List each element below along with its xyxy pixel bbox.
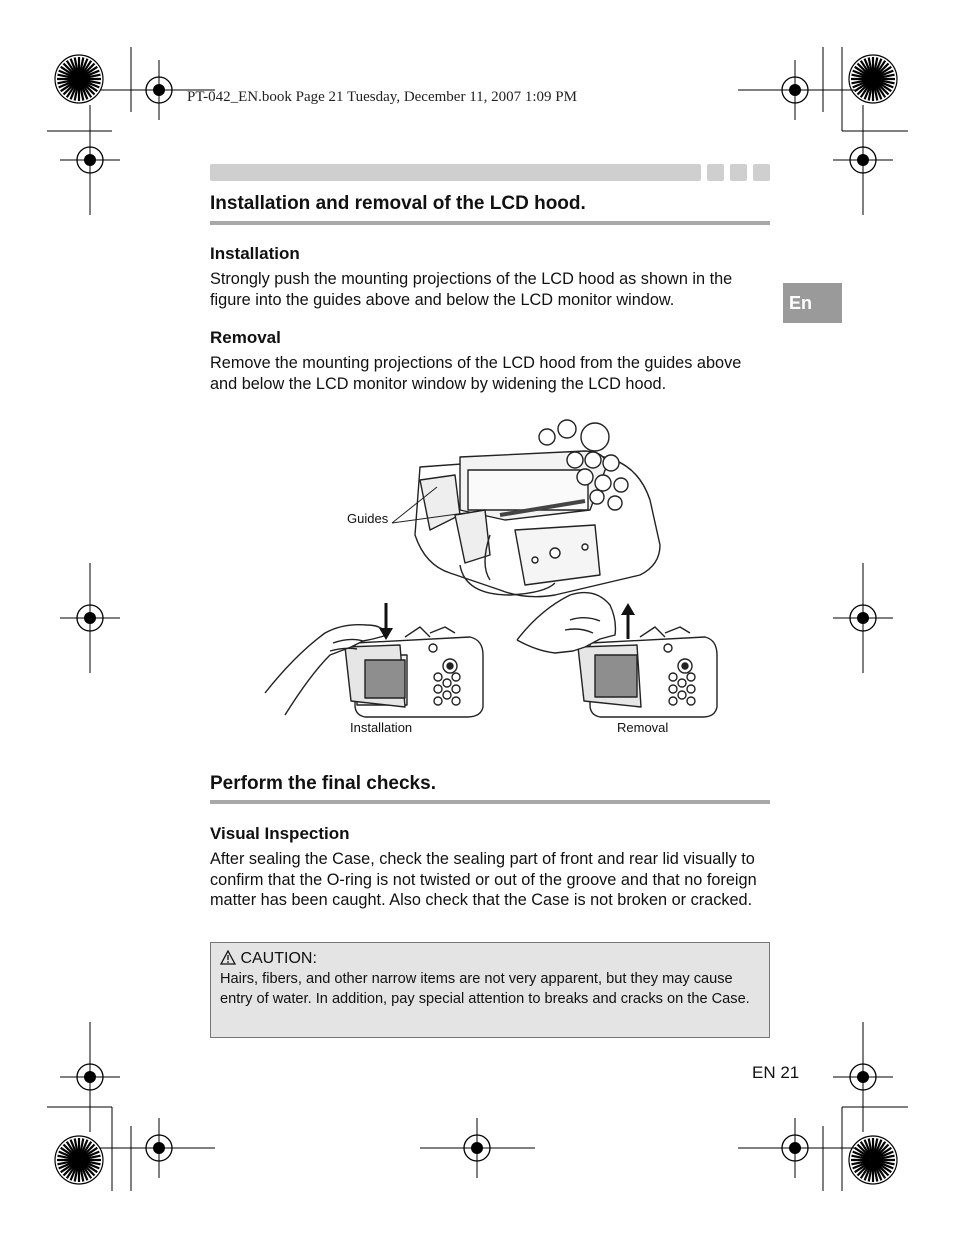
caution-title: CAUTION:	[240, 950, 317, 967]
caution-title-row	[220, 949, 760, 969]
book-info-header: PT-042_EN.book Page 21 Tuesday, December 11, 2007 1:09 PM	[187, 89, 577, 105]
page-number: EN 21	[752, 1063, 800, 1082]
visual-inspection-text: After sealing the Case, check the sealing part of front and rear lid visually to confirm that the O-ring is not twisted or out of the groove and that no foreign matter has been caught. Also check that the Case is not broken or cracked.	[210, 850, 757, 910]
lcd-hood-figure	[255, 415, 725, 725]
caution-text: Hairs, fibers, and other narrow items are not very apparent, but they may cause entry of water. In addition, pay special attention to breaks and cracks on the Case.	[220, 971, 750, 1007]
warning-triangle-icon	[220, 950, 236, 965]
installation-text: Strongly push the mounting projections of the LCD hood as shown in the figure into the guides above and below the LCD monitor window.	[210, 270, 733, 309]
decorative-square	[707, 164, 724, 181]
removal-heading: Removal	[210, 328, 281, 347]
section-title-lcd-hood: Installation and removal of the LCD hood.	[210, 193, 586, 214]
installation-heading: Installation	[210, 244, 300, 263]
caution-box	[210, 942, 770, 1038]
removal-figure-label: Removal	[617, 720, 669, 735]
guides-label: Guides	[347, 511, 389, 526]
section-rule	[210, 221, 770, 225]
installation-figure-label: Installation	[350, 720, 413, 735]
section-rule	[210, 800, 770, 804]
section-title-final-checks: Perform the final checks.	[210, 773, 436, 794]
language-tab: En	[783, 283, 842, 323]
decorative-square	[753, 164, 770, 181]
visual-inspection-heading: Visual Inspection	[210, 824, 350, 843]
removal-text: Remove the mounting projections of the LCD hood from the guides above and below the LCD monitor window by widening the LCD hood.	[210, 354, 742, 393]
decorative-square	[730, 164, 747, 181]
decorative-bar	[210, 164, 701, 181]
